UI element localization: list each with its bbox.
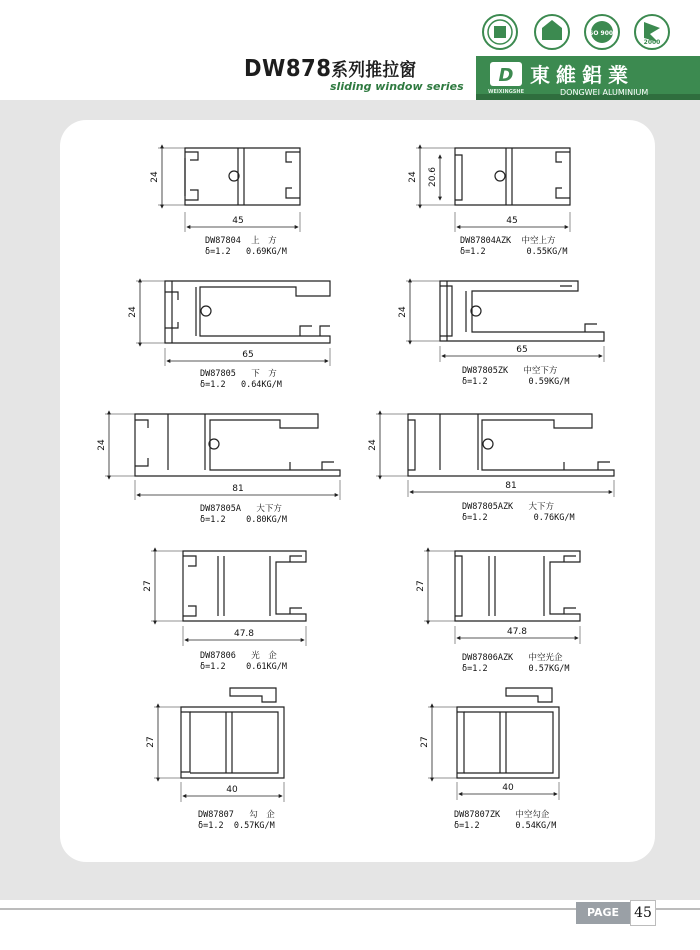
profile-code: DW87807ZK <box>454 810 501 820</box>
dim-width-3: 65 <box>242 350 254 360</box>
profile-weight: 0.57KG/M <box>233 821 275 831</box>
profile-code: DW87805AZK <box>462 502 514 512</box>
dim-width-8: 47.8 <box>506 627 528 637</box>
profile-label-2 <box>460 236 568 258</box>
page-label: PAGE <box>576 902 630 924</box>
profile-name: 中空下方 <box>523 366 558 376</box>
dim-inner-2: 20.6 <box>428 166 438 188</box>
profile-dw87806azk-drawing <box>424 548 580 644</box>
profile-dw87807-drawing <box>154 688 284 802</box>
profile-label-3 <box>200 369 282 391</box>
profile-dw87804azk-drawing <box>416 145 570 232</box>
profile-weight: 0.54KG/M <box>515 821 557 831</box>
profile-spec: δ=1.2 <box>462 513 488 523</box>
profile-name: 光 企 <box>251 651 277 661</box>
profile-name: 中空勾企 <box>515 810 550 820</box>
profile-weight: 0.61KG/M <box>246 662 288 672</box>
brand-small-text: WEIXINGSHE <box>488 89 524 95</box>
series-name-en: sliding window series <box>330 80 464 93</box>
brand-name-cn: 東維鋁業 <box>530 63 634 87</box>
profile-name: 中空光企 <box>528 653 563 663</box>
profile-label-4 <box>462 366 570 388</box>
dim-height-2: 24 <box>408 171 418 183</box>
profile-label-7 <box>200 651 287 673</box>
profile-spec: δ=1.2 <box>200 380 226 390</box>
profile-code: DW87806AZK <box>462 653 514 663</box>
profile-name: 下 方 <box>251 369 277 379</box>
profile-spec: δ=1.2 <box>462 664 488 674</box>
dim-width-4: 65 <box>516 345 528 355</box>
dim-height-4: 24 <box>398 306 408 318</box>
profile-weight: 0.55KG/M <box>526 247 568 257</box>
profile-spec: δ=1.2 <box>205 247 231 257</box>
dim-width-6: 81 <box>505 481 517 491</box>
svg-text:D: D <box>498 65 514 86</box>
profile-weight: 0.69KG/M <box>245 247 287 257</box>
profile-weight: 0.64KG/M <box>240 380 282 390</box>
profile-code: DW87806 <box>200 651 236 661</box>
profile-code: DW87805A <box>200 504 241 514</box>
profile-code: DW87804 <box>205 236 241 246</box>
dim-height-8: 27 <box>416 580 426 592</box>
dim-height-7: 27 <box>143 580 153 592</box>
profile-spec: δ=1.2 <box>198 821 224 831</box>
dim-height-3: 24 <box>128 306 138 318</box>
dim-width-5: 81 <box>232 484 244 494</box>
dim-height-9: 27 <box>146 736 156 748</box>
dim-height-10: 27 <box>420 736 430 748</box>
profile-name: 大下方 <box>256 504 282 514</box>
profile-name: 勾 企 <box>249 810 275 820</box>
dim-width-9: 40 <box>226 785 238 795</box>
profile-label-1 <box>205 236 287 258</box>
profile-dw87805zk-drawing <box>406 279 604 362</box>
profile-dw87804-drawing <box>158 145 300 232</box>
cert-iso-text: ISO 9001 <box>586 30 618 37</box>
dim-width-1: 45 <box>232 216 244 226</box>
profile-spec: δ=1.2 <box>460 247 486 257</box>
profile-spec: δ=1.2 <box>462 377 488 387</box>
series-code: DW878 <box>244 56 332 82</box>
dim-height-1: 24 <box>150 171 160 183</box>
profile-name: 中空上方 <box>521 236 556 246</box>
profile-dw87805a-drawing <box>105 411 340 500</box>
dim-height-5: 24 <box>97 439 107 451</box>
profile-name: 大下方 <box>528 502 555 512</box>
profile-code: DW87805 <box>200 369 236 379</box>
dim-width-10: 40 <box>502 783 514 793</box>
dim-width-7: 47.8 <box>233 629 255 639</box>
profile-spec: δ=1.2 <box>200 515 226 525</box>
profile-code: DW87807 <box>198 810 234 820</box>
profile-dw87807zk-drawing <box>428 688 559 800</box>
profile-label-10 <box>454 810 556 832</box>
profile-weight: 0.57KG/M <box>528 664 570 674</box>
profile-weight: 0.76KG/M <box>533 513 575 523</box>
profile-name: 上 方 <box>251 236 277 246</box>
profile-dw87806-drawing <box>151 548 306 646</box>
profile-label-6 <box>462 502 575 524</box>
profile-code: DW87805ZK <box>462 366 509 376</box>
profile-label-9 <box>198 810 275 832</box>
dim-height-6: 24 <box>368 439 378 451</box>
profile-dw87805-drawing <box>136 279 330 366</box>
profile-weight: 0.80KG/M <box>246 515 288 525</box>
profile-spec: δ=1.2 <box>200 662 226 672</box>
profile-spec: δ=1.2 <box>454 821 480 831</box>
dim-width-2: 45 <box>506 216 518 226</box>
profile-dw87805azk-drawing <box>376 411 614 497</box>
profile-label-8 <box>462 653 570 675</box>
series-name-cn: 系列推拉窗 <box>331 60 417 81</box>
brand-name-en: DONGWEI ALUMINIUM <box>560 88 649 97</box>
page-number: 45 <box>630 900 656 926</box>
profile-label-5 <box>200 504 287 526</box>
profile-code: DW87804AZK <box>460 236 512 246</box>
profile-weight: 0.59KG/M <box>528 377 570 387</box>
cert-year-text: 2000 <box>643 39 661 46</box>
